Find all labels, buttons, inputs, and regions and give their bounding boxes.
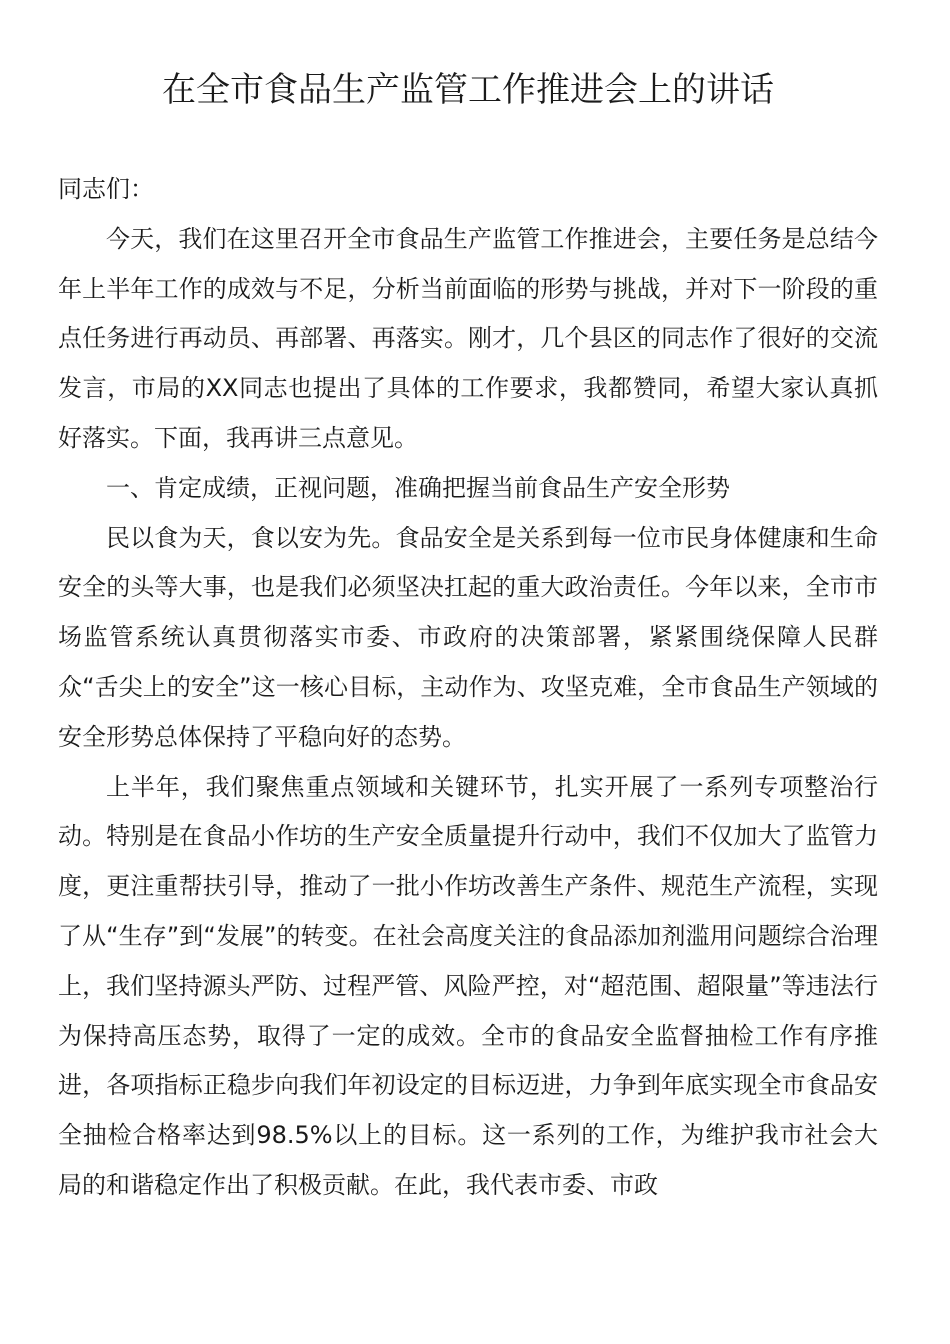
document-body <box>58 165 878 1211</box>
salutation: 同志们： <box>58 175 154 203</box>
document-title: 在全市食品生产监管工作推进会上的讲话 <box>162 70 774 110</box>
paragraph-opening: 今天，我们在这里召开全市食品生产监管工作推进会，主要任务是总结今年上半年工作的成效与不足，分析当前面临的形势与挑战，并对下一阶段的重点任务进行再动员、再部署、再落实。刚才，几个县区的同志作了很好的交流发言，市局的XX同志也提出了具体的工作要求，我都赞同，希望大家认真抓好落实。下面，我再讲三点意见。 <box>58 224 878 452</box>
paragraph-first-half-work: 上半年，我们聚焦重点领域和关键环节，扎实开展了一系列专项整治行动。特别是在食品小作坊的生产安全质量提升行动中，我们不仅加大了监管力度，更注重帮扶引导，推动了一批小作坊改善生产条件、规范生产流程，实现了从“生存”到“发展”的转变。在社会高度关注的食品添加剂滥用问题综合治理上，我们坚持源头严防、过程严管、风险严控，对“超范围、超限量”等违法行为保持高压态势，取得了一定的成效。全市的食品安全监督抽检工作有序推进，各项指标正稳步向我们年初设定的目标迈进，力争到年底实现全市食品安全抽检合格率达到98.5%以上的目标。这一系列的工作，为维护我市社会大局的和谐稳定作出了积极贡献。在此，我代表市委、市政 <box>58 772 878 1199</box>
paragraph-food-safety: 民以食为天，食以安为先。食品安全是关系到每一位市民身体健康和生命安全的头等大事，也是我们必须坚决扛起的重大政治责任。今年以来，全市市场监管系统认真贯彻落实市委、市政府的决策部署，紧紧围绕保障人民群众“舌尖上的安全”这一核心目标，主动作为、攻坚克难，全市食品生产领域的安全形势总体保持了平稳向好的态势。 <box>58 523 878 751</box>
section-heading-1: 一、肯定成绩，正视问题，准确把握当前食品生产安全形势 <box>106 473 730 502</box>
